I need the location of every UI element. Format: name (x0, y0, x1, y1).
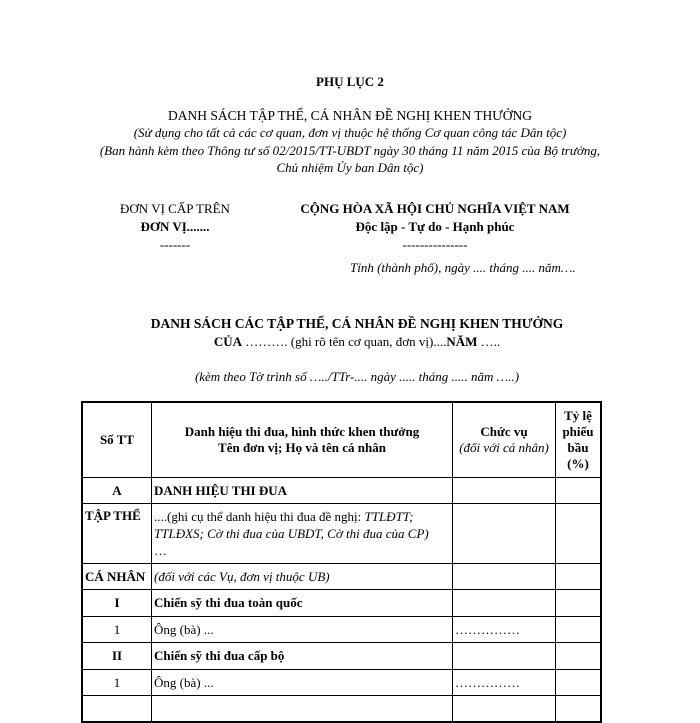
row-no: TẬP THỂ (82, 504, 152, 564)
row-ratio (556, 590, 602, 617)
row-text: Ông (bà) ... (152, 670, 453, 696)
row-ratio (556, 504, 602, 564)
header-position-line1: Chức vụ (480, 424, 528, 439)
header-title (152, 402, 453, 478)
row-text (152, 696, 453, 722)
header-vote-line1: Tỷ lệ (564, 408, 592, 423)
row-text: (đối với các Vụ, đơn vị thuộc UB) (152, 564, 453, 590)
document-subtitle: Chủ nhiệm Ủy ban Dân tộc) (276, 160, 424, 175)
header-vote-line4: (%) (567, 456, 589, 471)
list-title: DANH SÁCH CÁC TẬP THỂ, CÁ NHÂN ĐỀ NGHỊ KHEN THƯỞNG (150, 316, 564, 331)
row-position: …………… (453, 670, 556, 696)
row-no: 1 (82, 617, 152, 643)
table-row (82, 590, 601, 617)
row-text: Chiến sỹ thi đua cấp bộ (152, 643, 453, 670)
row-ratio (556, 696, 602, 722)
row-no: I (82, 590, 152, 617)
header-title-line2: Tên đơn vị; Họ và tên cá nhân (218, 440, 386, 455)
unit-label: ĐƠN VỊ....... (140, 219, 210, 234)
of-placeholder: ………. (ghi rõ tên cơ quan, đơn vị).... (241, 334, 447, 349)
row-position (453, 590, 556, 617)
row-text (152, 504, 453, 564)
row-text: DANH HIỆU THI ĐUA (152, 478, 453, 504)
collective-text-3: TTLĐXS; Cờ thi đua của UBDT, Cờ thi đua của CP) (154, 526, 429, 541)
collective-text-2: TTLĐTT; (364, 509, 414, 524)
row-no: 1 (82, 670, 152, 696)
row-ratio (556, 478, 602, 504)
table-row (82, 617, 601, 643)
collective-text-4: … (154, 543, 167, 558)
document-title: DANH SÁCH TẬP THỂ, CÁ NHÂN ĐỀ NGHỊ KHEN THƯỞNG (168, 108, 532, 123)
header-no: Số TT (82, 402, 152, 478)
year-label: NĂM (446, 334, 478, 349)
appendix-title: PHỤ LỤC 2 (316, 74, 384, 89)
collective-text-1: ....(ghi cụ thể danh hiệu thi đua đề nghị: (154, 509, 365, 524)
row-position: …………… (453, 617, 556, 643)
table-row (82, 478, 601, 504)
header-vote-ratio (556, 402, 602, 478)
document-subtitle: (Sử dụng cho tất cả các cơ quan, đơn vị thuộc hệ thống Cơ quan công tác Dân tộc) (133, 125, 567, 140)
document-subtitle: (Ban hành kèm theo Thông tư số 02/2015/TT-UBDT ngày 30 tháng 11 năm 2015 của Bộ trưởng, (99, 143, 601, 158)
row-ratio (556, 670, 602, 696)
row-position (453, 643, 556, 670)
table-row (82, 504, 601, 564)
row-position (453, 696, 556, 722)
row-no: II (82, 643, 152, 670)
header-vote-line2: phiếu (562, 424, 594, 439)
row-ratio (556, 564, 602, 590)
header-title-line1: Danh hiệu thi đua, hình thức khen thưởng (184, 424, 420, 439)
row-no (82, 696, 152, 722)
unit-separator: ------- (159, 237, 191, 252)
motto-separator: --------------- (402, 237, 468, 252)
row-no: CÁ NHÂN (82, 564, 152, 590)
issuing-unit-block (100, 200, 250, 254)
of-label: CỦA (213, 334, 242, 349)
date-line: Tỉnh (thành phố), ngày .... tháng .... năm…. (350, 260, 576, 275)
table-row (82, 564, 601, 590)
award-table (81, 401, 602, 723)
row-position (453, 478, 556, 504)
table-row (82, 643, 601, 670)
row-position (453, 504, 556, 564)
national-heading-block (270, 200, 600, 254)
row-ratio (556, 617, 602, 643)
row-position (453, 564, 556, 590)
national-title: CỘNG HÒA XÃ HỘI CHỦ NGHĨA VIỆT NAM (300, 201, 570, 216)
header-vote-line3: bầu (567, 440, 589, 455)
list-of-line (0, 334, 700, 350)
table-row (82, 696, 601, 722)
row-ratio (556, 643, 602, 670)
table-header-row (82, 402, 601, 478)
table-row (82, 670, 601, 696)
year-placeholder: ….. (477, 334, 501, 349)
row-text: Ông (bà) ... (152, 617, 453, 643)
header-position-line2: (đối với cá nhân) (459, 440, 549, 455)
header-position (453, 402, 556, 478)
national-motto: Độc lập - Tự do - Hạnh phúc (355, 219, 515, 234)
row-text: Chiến sỹ thi đua toàn quốc (152, 590, 453, 617)
row-no: A (82, 478, 152, 504)
attachment-line: (kèm theo Tờ trình số …../TTr-.... ngày ..... tháng ..... năm …..) (194, 369, 520, 384)
superior-unit-label: ĐƠN VỊ CẤP TRÊN (120, 201, 230, 216)
